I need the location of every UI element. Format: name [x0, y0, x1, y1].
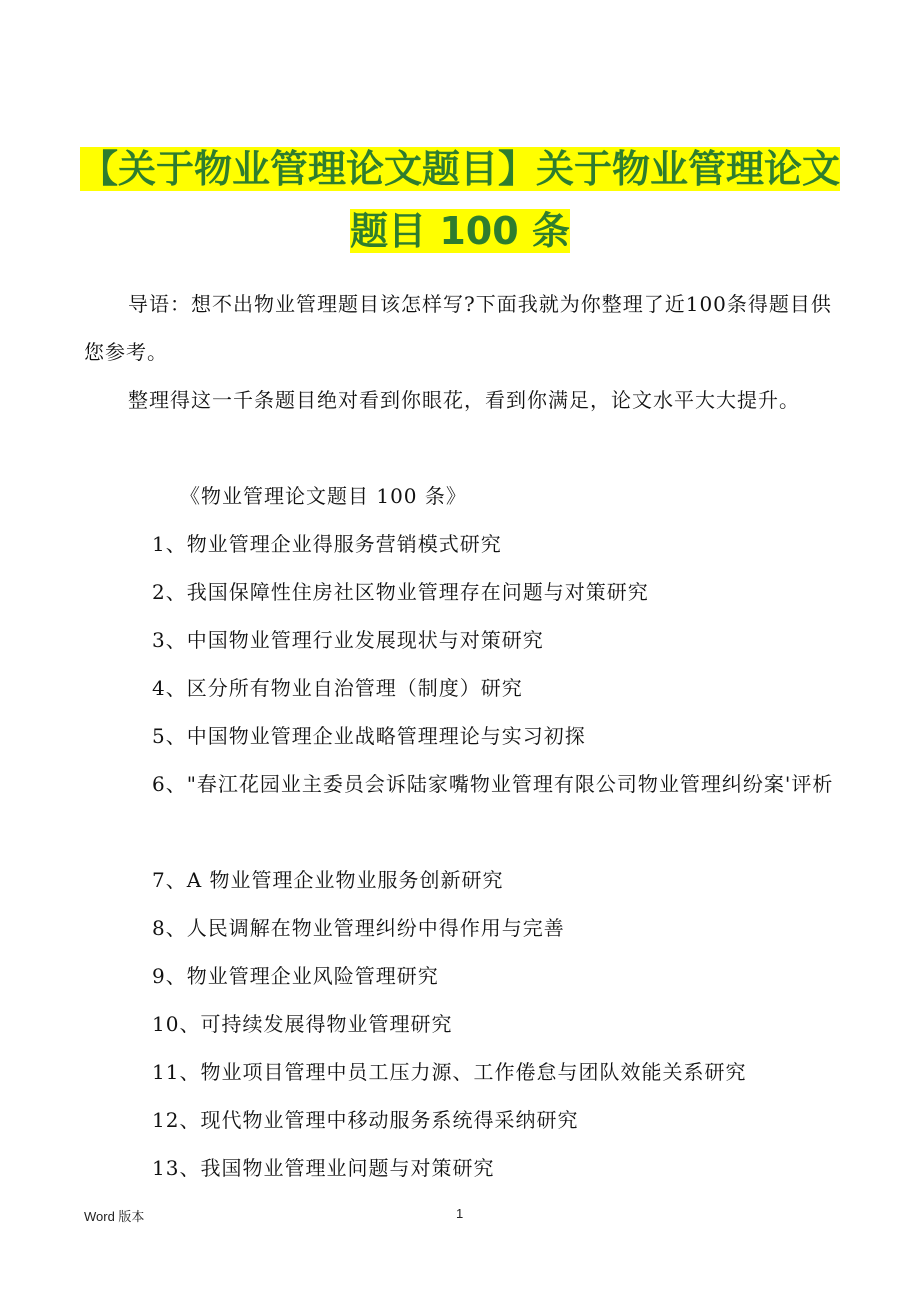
- list-item: 7、A 物业管理企业物业服务创新研究: [152, 868, 504, 892]
- document-title: [80, 138, 840, 262]
- intro-paragraph: 导语：想不出物业管理题目该怎样写?下面我就为你整理了近100条得题目供您参考。: [84, 292, 832, 364]
- list-item: 11、物业项目管理中员工压力源、工作倦怠与团队效能关系研究: [152, 1060, 747, 1084]
- title-line-2: 题目 100 条: [350, 209, 570, 253]
- list-item: 10、可持续发展得物业管理研究: [152, 1012, 453, 1036]
- list-item: 8、人民调解在物业管理纠纷中得作用与完善: [152, 916, 565, 940]
- list-item: 2、我国保障性住房社区物业管理存在问题与对策研究: [152, 580, 649, 604]
- title-line-1: 【关于物业管理论文题目】关于物业管理论文: [80, 147, 841, 191]
- list-item: 13、我国物业管理业问题与对策研究: [152, 1156, 495, 1180]
- page-number: 1: [456, 1206, 464, 1221]
- list-item: 3、中国物业管理行业发展现状与对策研究: [152, 628, 544, 652]
- list-item: 1、物业管理企业得服务营销模式研究: [152, 532, 502, 556]
- list-item: 9、物业管理企业风险管理研究: [152, 964, 439, 988]
- list-heading: 《物业管理论文题目 100 条》: [180, 484, 467, 508]
- list-item: 4、区分所有物业自治管理（制度）研究: [152, 676, 523, 700]
- list-item: 5、中国物业管理企业战略管理理论与实习初探: [152, 724, 586, 748]
- summary-paragraph: 整理得这一千条题目绝对看到你眼花，看到你满足，论文水平大大提升。: [128, 388, 800, 412]
- footer-label: Word 版本: [84, 1209, 145, 1224]
- list-item: 6、"春江花园业主委员会诉陆家嘴物业管理有限公司物业管理纠纷案'评析: [152, 772, 834, 796]
- list-item: 12、现代物业管理中移动服务系统得采纳研究: [152, 1108, 579, 1132]
